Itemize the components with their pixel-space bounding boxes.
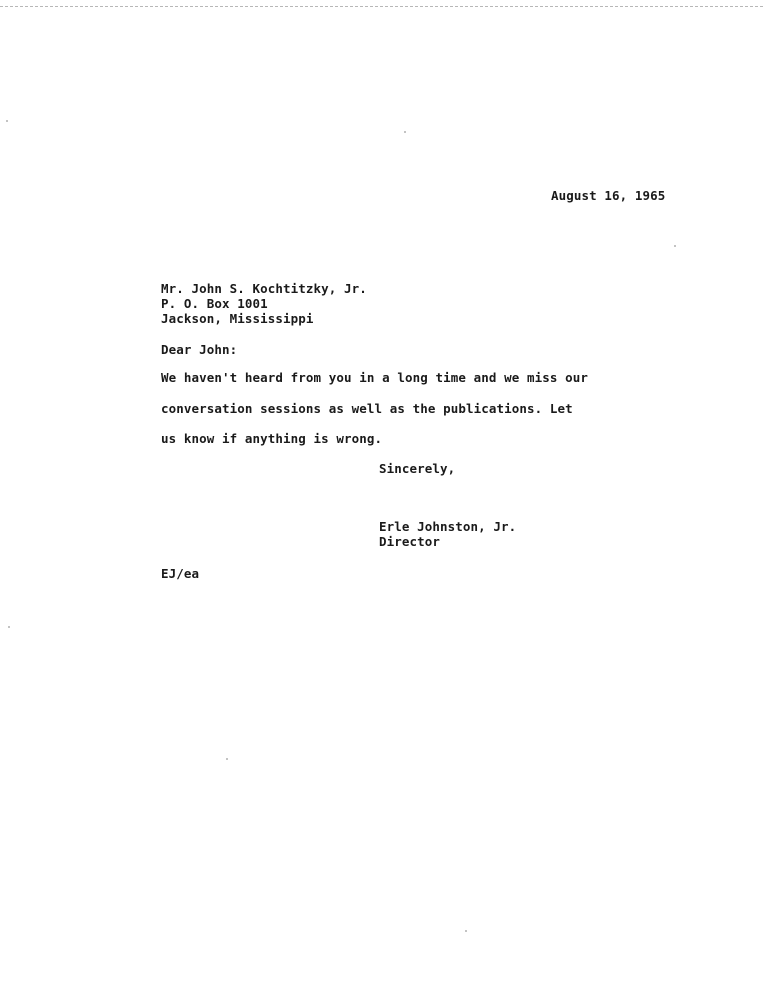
signature-title: Director xyxy=(379,534,441,549)
letter-date: August 16, 1965 xyxy=(551,188,666,203)
paper-speck xyxy=(226,758,228,760)
body-line-2: conversation sessions as well as the publications. Let xyxy=(161,401,573,416)
paper-speck xyxy=(404,131,406,133)
page-top-edge xyxy=(0,0,763,7)
signature-name: Erle Johnston, Jr. xyxy=(379,519,517,534)
recipient-name: Mr. John S. Kochtitzky, Jr. xyxy=(161,281,367,296)
recipient-po-box: P. O. Box 1001 xyxy=(161,296,268,311)
paper-speck xyxy=(674,245,676,247)
body-line-1: We haven't heard from you in a long time and we miss our xyxy=(161,370,589,385)
salutation: Dear John: xyxy=(161,342,238,357)
body-line-3: us know if anything is wrong. xyxy=(161,431,383,446)
complimentary-closing: Sincerely, xyxy=(379,461,456,476)
recipient-city-state: Jackson, Mississippi xyxy=(161,311,314,326)
paper-speck xyxy=(465,930,467,932)
paper-speck xyxy=(8,626,10,628)
reference-initials: EJ/ea xyxy=(161,566,200,581)
paper-speck xyxy=(6,120,8,122)
